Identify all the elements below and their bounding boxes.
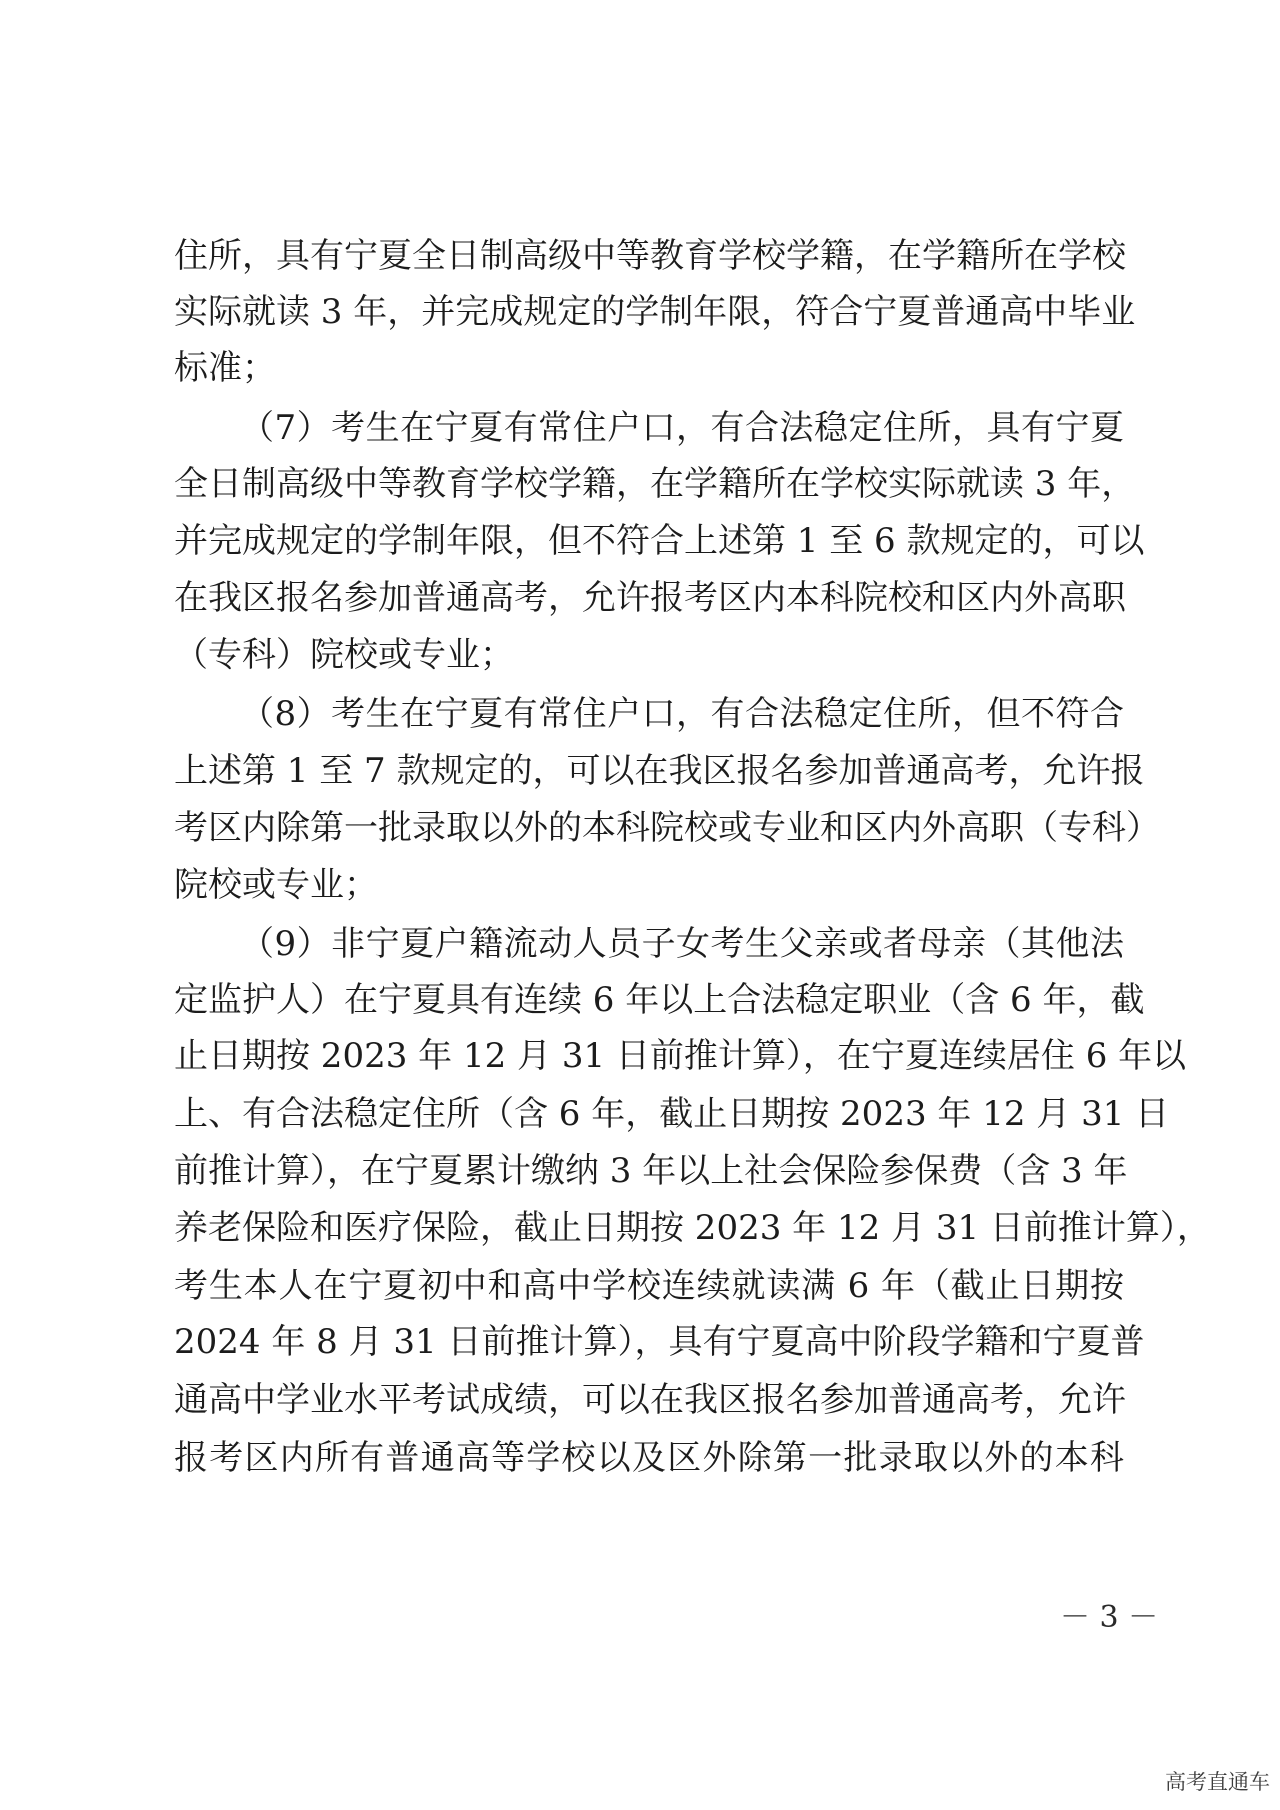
paragraph-line: 2024 年 8 月 31 日前推计算），具有宁夏高中阶段学籍和宁夏普	[174, 1322, 1145, 1362]
watermark: 高考直通车	[1165, 1771, 1270, 1794]
paragraph-line: 考生本人在宁夏初中和高中学校连续就读满 6 年（截止日期按	[174, 1266, 1124, 1306]
paragraph-line: 定监护人）在宁夏具有连续 6 年以上合法稳定职业（含 6 年，截	[174, 980, 1145, 1020]
paragraph-line: 报考区内所有普通高等学校以及区外除第一批录取以外的本科	[174, 1438, 1124, 1478]
paragraph-line: （8）考生在宁夏有常住户口，有合法稳定住所，但不符合	[240, 694, 1124, 734]
paragraph-line: 院校或专业；	[174, 865, 378, 905]
paragraph-line: 标准；	[174, 348, 276, 388]
paragraph-line: 并完成规定的学制年限，但不符合上述第 1 至 6 款规定的，可以	[174, 521, 1145, 561]
paragraph-line: 通高中学业水平考试成绩，可以在我区报名参加普通高考，允许	[174, 1380, 1126, 1420]
paragraph-line: 住所，具有宁夏全日制高级中等教育学校学籍，在学籍所在学校	[174, 236, 1126, 276]
paragraph-line: 止日期按 2023 年 12 月 31 日前推计算），在宁夏连续居住 6 年以	[174, 1036, 1187, 1076]
paragraph-line: 实际就读 3 年，并完成规定的学制年限，符合宁夏普通高中毕业	[174, 292, 1136, 332]
paragraph-line: 前推计算），在宁夏累计缴纳 3 年以上社会保险参保费（含 3 年	[174, 1151, 1128, 1191]
paragraph-line: 在我区报名参加普通高考，允许报考区内本科院校和区内外高职	[174, 578, 1126, 618]
paragraph-line: 考区内除第一批录取以外的本科院校或专业和区内外高职（专科）	[174, 808, 1160, 848]
paragraph-line: （7）考生在宁夏有常住户口，有合法稳定住所，具有宁夏	[240, 408, 1124, 448]
paragraph-line: （专科）院校或专业；	[174, 635, 514, 675]
paragraph-line: 养老保险和医疗保险，截止日期按 2023 年 12 月 31 日前推计算），	[174, 1208, 1211, 1248]
paragraph-line: 上、有合法稳定住所（含 6 年，截止日期按 2023 年 12 月 31 日	[174, 1094, 1170, 1134]
paragraph-line: （9）非宁夏户籍流动人员子女考生父亲或者母亲（其他法	[240, 924, 1124, 964]
paragraph-line: 全日制高级中等教育学校学籍，在学籍所在学校实际就读 3 年，	[174, 464, 1136, 504]
paragraph-line: 上述第 1 至 7 款规定的，可以在我区报名参加普通高考，允许报	[174, 751, 1145, 791]
page-number: － 3 －	[1060, 1600, 1159, 1635]
